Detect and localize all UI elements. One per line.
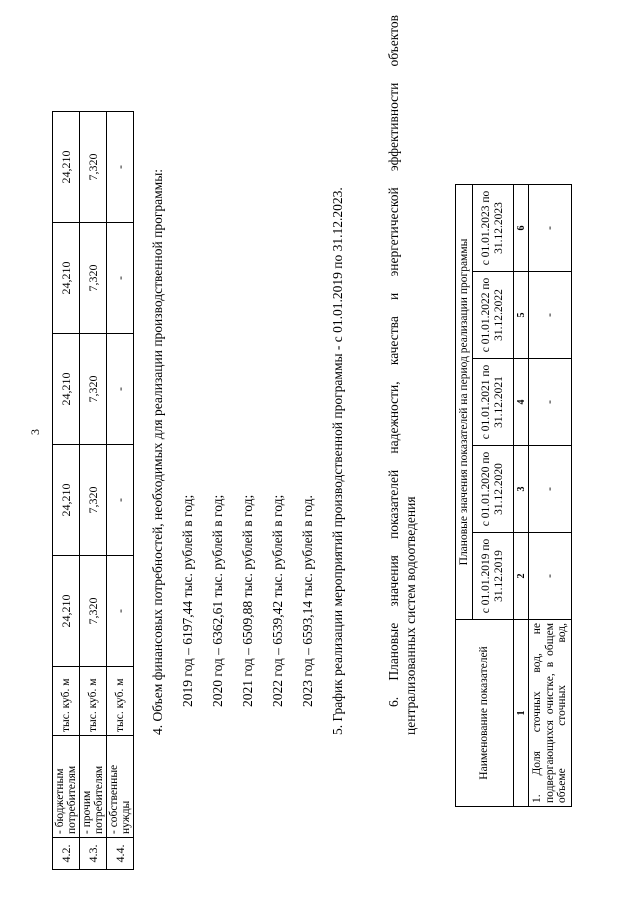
- table-cell: 24,210: [53, 556, 80, 667]
- table-cell: 7,320: [80, 556, 107, 667]
- section-4-heading: 4. Объем финансовых потребностей, необходимых для реализации производственной программы:: [150, 168, 165, 735]
- page-number: 3: [28, 429, 42, 435]
- indicators-table: [455, 184, 572, 807]
- row-number: 4.3.: [80, 838, 107, 870]
- table-cell: 7,320: [80, 112, 107, 223]
- row-name: - бюджетным потребителям: [53, 736, 80, 838]
- section-5-text: 5. График реализации мероприятий производственной программы - с 01.01.2019 по 31.12.2023.: [330, 187, 345, 735]
- table-cell: 24,210: [53, 334, 80, 445]
- row-unit: тыс. куб. м: [80, 667, 107, 736]
- group-header: Плановые значения показателей на период реализации программы: [456, 185, 473, 620]
- table-cell: -: [107, 556, 134, 667]
- table-cell: 24,210: [53, 445, 80, 556]
- table-cell: 24,210: [53, 112, 80, 223]
- table-cell: 7,320: [80, 445, 107, 556]
- row-name: 1. Доля сточных вод, не подвергающихся очистке, в общем объеме сточных вод,: [529, 620, 572, 807]
- volume-table: [52, 111, 134, 870]
- column-header-period: с 01.01.2023 по 31.12.2023: [473, 185, 514, 272]
- row-name: - прочим потребителям: [80, 736, 107, 838]
- table-cell: -: [529, 359, 572, 446]
- table-cell: -: [107, 223, 134, 334]
- section-6-text: [386, 15, 420, 735]
- row-unit: тыс. куб. м: [53, 667, 80, 736]
- column-index: 2: [514, 533, 529, 620]
- column-index-row: [514, 185, 529, 807]
- column-header-period: с 01.01.2021 по 31.12.2021: [473, 359, 514, 446]
- column-header-name: Наименование показателей: [456, 620, 514, 807]
- column-header-period: с 01.01.2022 по 31.12.2022: [473, 272, 514, 359]
- row-number: 4.2.: [53, 838, 80, 870]
- table-cell: 7,320: [80, 223, 107, 334]
- finance-line-2023: 2023 год – 6593,14 тыс. рублей в год.: [300, 495, 315, 707]
- row-number: 4.4.: [107, 838, 134, 870]
- table-cell: 7,320: [80, 334, 107, 445]
- table-cell: -: [529, 446, 572, 533]
- section-6-line-1: 6. Плановые значения показателей надежности, качества и энергетической эффективности объектов: [386, 15, 401, 707]
- column-header-period: с 01.01.2020 по 31.12.2020: [473, 446, 514, 533]
- section-6-line-2: централизованных систем водоотведения: [402, 496, 418, 735]
- table-cell: -: [107, 334, 134, 445]
- table-row: [107, 112, 134, 870]
- finance-line-2020: 2020 год – 6362,61 тыс. рублей в год;: [210, 494, 225, 707]
- column-index: 1: [514, 620, 529, 807]
- column-index: 5: [514, 272, 529, 359]
- column-header-period: с 01.01.2019 по 31.12.2019: [473, 533, 514, 620]
- table-cell: -: [107, 112, 134, 223]
- table-row: [80, 112, 107, 870]
- table-row: [53, 112, 80, 870]
- row-name: - собственные нужды: [107, 736, 134, 838]
- column-index: 3: [514, 446, 529, 533]
- row-unit: тыс. куб. м: [107, 667, 134, 736]
- finance-line-2019: 2019 год – 6197,44 тыс. рублей в год;: [180, 494, 195, 707]
- table-cell: -: [529, 185, 572, 272]
- table-cell: -: [107, 445, 134, 556]
- table-row: [529, 185, 572, 807]
- column-index: 4: [514, 359, 529, 446]
- table-cell: 24,210: [53, 223, 80, 334]
- column-index: 6: [514, 185, 529, 272]
- table-cell: -: [529, 533, 572, 620]
- table-header-row: [456, 185, 473, 807]
- finance-line-2021: 2021 год – 6509,88 тыс. рублей в год;: [240, 494, 255, 707]
- table-cell: -: [529, 272, 572, 359]
- finance-line-2022: 2022 год – 6539,42 тыс. рублей в год;: [270, 494, 285, 707]
